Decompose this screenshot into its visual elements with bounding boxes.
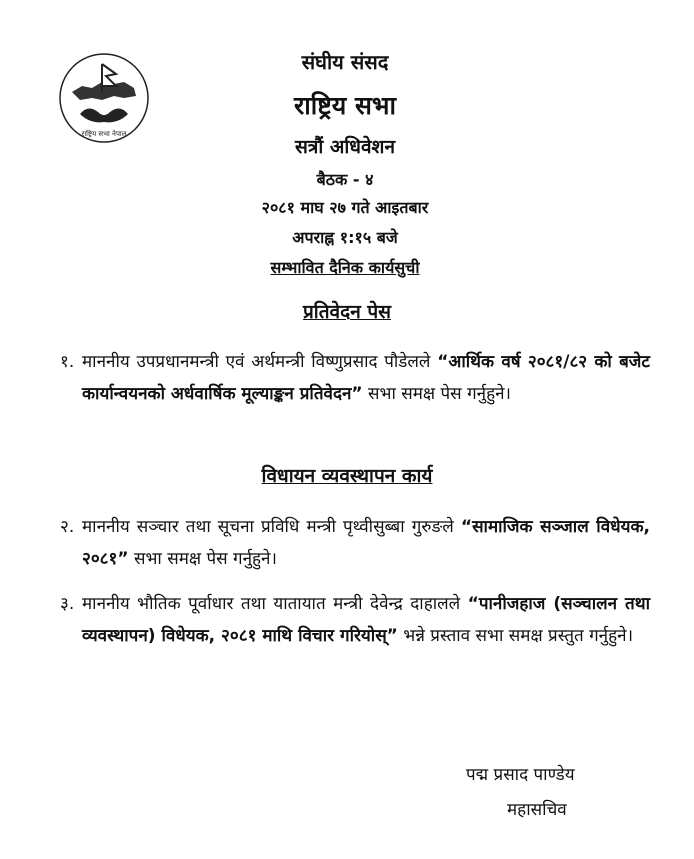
- emblem-icon: [58, 52, 150, 144]
- item-post-text: भन्ने प्रस्ताव सभा समक्ष प्रस्तुत गर्नुहुने।: [397, 626, 634, 646]
- item-number: ३.: [60, 594, 75, 614]
- section-title-report: प्रतिवेदन पेस: [302, 301, 391, 323]
- header-line-federal-parliament: संघीय संसद: [301, 50, 389, 74]
- item-number: १.: [60, 352, 75, 372]
- item-text: [82, 346, 650, 410]
- item-text: [82, 588, 650, 652]
- section-title-legislation: विधायन व्यवस्थापन कार्य: [261, 465, 433, 487]
- signatory-name: पद्म प्रसाद पाण्डेय: [466, 765, 575, 785]
- item-pre-text: माननीय सञ्चार तथा सूचना प्रविधि मन्त्री पृथ्वीसुब्बा गुरुङले: [82, 517, 461, 537]
- svg-text:राष्ट्रिय सभा नेपाल: राष्ट्रिय सभा नेपाल: [81, 130, 127, 138]
- header-line-agenda-title: सम्भावित दैनिक कार्यसुची: [270, 258, 420, 277]
- item-bold-text: “सामाजिक सञ्जाल विधेयक, २०८१”: [82, 517, 650, 569]
- item-number: २.: [60, 517, 75, 537]
- header-line-time: अपराह्न १:१५ बजे: [292, 228, 398, 247]
- header-line-session: सत्रौं अधिवेशन: [294, 136, 396, 158]
- agenda-item-3: [60, 588, 650, 652]
- item-post-text: सभा समक्ष पेस गर्नुहुने।: [128, 549, 277, 569]
- item-text: [82, 511, 650, 575]
- header-line-meeting: बैठक - ४: [316, 170, 374, 189]
- agenda-item-1: [60, 346, 650, 410]
- agenda-item-2: [60, 511, 650, 575]
- item-pre-text: माननीय भौतिक पूर्वाधार तथा यातायात मन्त्री देवेन्द्र दाहालले: [82, 594, 468, 614]
- item-post-text: सभा समक्ष पेस गर्नुहुने।: [362, 384, 511, 404]
- header-line-date: २०८१ माघ २७ गते आइतबार: [261, 198, 429, 217]
- item-bold-text: “पानीजहाज (सञ्चालन तथा व्यवस्थापन) विधेयक, २०८१ माथि विचार गरियोस्”: [82, 594, 650, 646]
- header-line-national-assembly: राष्ट्रिय सभा: [294, 91, 396, 120]
- national-assembly-logo: [58, 52, 150, 144]
- item-bold-text: “आर्थिक वर्ष २०८१/८२ को बजेट कार्यान्वयनको अर्धवार्षिक मूल्याङ्कन प्रतिवेदन”: [82, 352, 650, 404]
- item-pre-text: माननीय उपप्रधानमन्त्री एवं अर्थमन्त्री विष्णुप्रसाद पौडेलले: [82, 352, 438, 372]
- signatory-title: महासचिव: [507, 800, 567, 820]
